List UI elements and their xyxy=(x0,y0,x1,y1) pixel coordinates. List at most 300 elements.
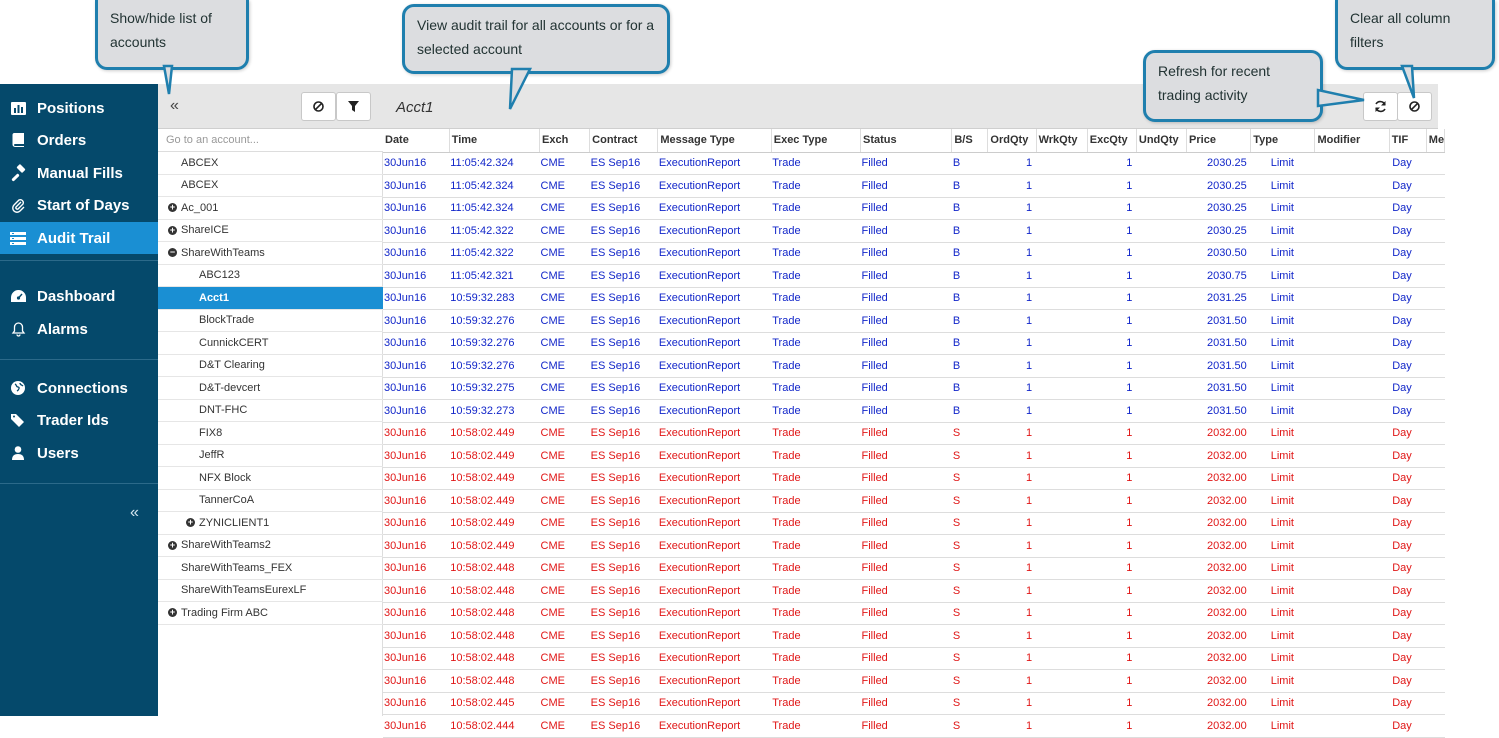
column-header[interactable]: Modifier xyxy=(1315,129,1389,152)
table-cell xyxy=(1426,512,1444,535)
account-item[interactable] xyxy=(158,355,383,378)
table-cell xyxy=(1136,557,1186,580)
table-cell: CME xyxy=(540,197,590,220)
table-cell: Day xyxy=(1389,332,1426,355)
table-row[interactable] xyxy=(383,377,1445,400)
account-label: FIX8 xyxy=(199,426,223,439)
table-cell: ES Sep16 xyxy=(590,467,658,490)
account-item[interactable] xyxy=(158,287,383,310)
table-cell xyxy=(1136,265,1186,288)
table-cell: ES Sep16 xyxy=(590,287,658,310)
dashboard-icon xyxy=(10,290,26,302)
table-cell: Day xyxy=(1389,490,1426,513)
table-row[interactable] xyxy=(383,670,1445,693)
table-cell: S xyxy=(952,670,988,693)
table-cell: 10:58:02.449 xyxy=(449,490,539,513)
table-cell xyxy=(1315,152,1389,175)
table-cell: ExecutionReport xyxy=(658,265,771,288)
table-row[interactable] xyxy=(383,647,1445,670)
table-cell: ExecutionReport xyxy=(658,692,771,715)
table-cell: 1 xyxy=(1087,670,1136,693)
table-cell xyxy=(1036,422,1087,445)
table-cell: 10:58:02.448 xyxy=(449,580,539,603)
table-row[interactable] xyxy=(383,152,1445,175)
table-cell: S xyxy=(952,490,988,513)
funnel-icon xyxy=(348,101,359,112)
table-cell: 1 xyxy=(1087,602,1136,625)
nav-collapse-button[interactable]: « xyxy=(130,504,139,521)
table-cell: 1 xyxy=(988,220,1036,243)
table-cell: 30Jun16 xyxy=(383,445,449,468)
table-row[interactable] xyxy=(383,602,1445,625)
table-cell: 1 xyxy=(988,265,1036,288)
table-row[interactable] xyxy=(383,557,1445,580)
table-cell: 30Jun16 xyxy=(383,467,449,490)
table-cell: 2032.00 xyxy=(1187,647,1251,670)
table-cell: Filled xyxy=(861,377,952,400)
column-header[interactable]: WrkQty xyxy=(1036,129,1087,152)
table-cell: Day xyxy=(1389,647,1426,670)
table-body xyxy=(383,152,1445,737)
column-header[interactable]: Price xyxy=(1187,129,1251,152)
table-cell xyxy=(1315,355,1389,378)
table-cell xyxy=(1136,355,1186,378)
table-cell xyxy=(1136,220,1186,243)
table-cell: Trade xyxy=(771,602,860,625)
table-row[interactable] xyxy=(383,445,1445,468)
nav-orders[interactable] xyxy=(0,124,158,156)
table-row[interactable] xyxy=(383,287,1445,310)
account-label: D&T Clearing xyxy=(199,359,265,372)
account-filter-button[interactable] xyxy=(336,92,371,121)
ban-icon xyxy=(1409,101,1420,112)
table-row[interactable] xyxy=(383,580,1445,603)
table-cell: 1 xyxy=(1087,422,1136,445)
table-cell: Trade xyxy=(771,692,860,715)
table-cell: 1 xyxy=(1087,467,1136,490)
account-item[interactable] xyxy=(158,175,383,198)
table-cell: B xyxy=(952,197,988,220)
table-cell: Trade xyxy=(771,557,860,580)
table-cell: Limit xyxy=(1251,377,1315,400)
table-cell: Limit xyxy=(1251,490,1315,513)
table-cell: 30Jun16 xyxy=(383,512,449,535)
table-cell: ExecutionReport xyxy=(658,197,771,220)
column-header[interactable]: Exec Type xyxy=(771,129,860,152)
nav-alarms[interactable] xyxy=(0,313,158,345)
table-cell: 2032.00 xyxy=(1187,535,1251,558)
column-header[interactable]: UndQty xyxy=(1136,129,1186,152)
table-row[interactable] xyxy=(383,625,1445,648)
table-cell: ES Sep16 xyxy=(590,625,658,648)
column-header[interactable]: Contract xyxy=(590,129,658,152)
table-row[interactable] xyxy=(383,242,1445,265)
table-cell xyxy=(1315,445,1389,468)
nav-label: Dashboard xyxy=(37,287,116,305)
nav-manual-fills[interactable] xyxy=(0,157,158,189)
table-cell: Limit xyxy=(1251,175,1315,198)
table-cell: 2031.25 xyxy=(1187,287,1251,310)
table-cell: 1 xyxy=(1087,535,1136,558)
nav-start-of-days[interactable] xyxy=(0,189,158,221)
table-cell xyxy=(1426,197,1444,220)
account-item[interactable] xyxy=(158,490,383,513)
table-cell: 1 xyxy=(1087,445,1136,468)
account-label: ABCEX xyxy=(181,156,219,169)
collapse-icon[interactable]: − xyxy=(169,247,176,258)
table-cell xyxy=(1036,355,1087,378)
table-cell: Filled xyxy=(861,175,952,198)
table-cell xyxy=(1426,310,1444,333)
table-cell: 30Jun16 xyxy=(383,670,449,693)
account-item[interactable] xyxy=(158,220,383,243)
table-cell xyxy=(1315,377,1389,400)
table-cell xyxy=(1036,557,1087,580)
table-row[interactable] xyxy=(383,400,1445,423)
account-item[interactable] xyxy=(158,535,383,558)
table-cell: Day xyxy=(1389,580,1426,603)
table-row[interactable] xyxy=(383,535,1445,558)
table-row[interactable] xyxy=(383,310,1445,333)
nav-connections[interactable] xyxy=(0,372,158,404)
table-cell xyxy=(1426,332,1444,355)
table-cell xyxy=(1036,377,1087,400)
table-cell: Trade xyxy=(771,715,860,738)
left-nav xyxy=(0,84,158,716)
column-header[interactable]: Exch xyxy=(540,129,590,152)
table-cell: B xyxy=(952,287,988,310)
table-cell: ES Sep16 xyxy=(590,670,658,693)
expand-icon[interactable]: + xyxy=(187,517,194,528)
account-label: ShareWithTeams_FEX xyxy=(181,561,293,574)
table-cell xyxy=(1036,242,1087,265)
account-search-input[interactable] xyxy=(158,129,383,152)
user-icon xyxy=(10,446,26,460)
account-label: ShareICE xyxy=(181,224,229,237)
table-cell xyxy=(1036,197,1087,220)
table-cell: 1 xyxy=(1087,220,1136,243)
table-cell xyxy=(1136,647,1186,670)
table-cell: Filled xyxy=(861,242,952,265)
table-cell: CME xyxy=(540,310,590,333)
column-header[interactable]: OrdQty xyxy=(988,129,1036,152)
account-item[interactable] xyxy=(158,580,383,603)
table-cell: ExecutionReport xyxy=(658,535,771,558)
table-cell: Filled xyxy=(861,265,952,288)
table-cell: 30Jun16 xyxy=(383,220,449,243)
table-cell: 1 xyxy=(988,670,1036,693)
table-row[interactable] xyxy=(383,512,1445,535)
table-cell: 10:58:02.448 xyxy=(449,647,539,670)
table-cell: CME xyxy=(540,220,590,243)
table-cell xyxy=(1036,400,1087,423)
table-cell: 30Jun16 xyxy=(383,152,449,175)
table-row[interactable] xyxy=(383,332,1445,355)
table-cell: CME xyxy=(540,175,590,198)
table-cell: S xyxy=(952,557,988,580)
refresh-button[interactable] xyxy=(1363,92,1398,121)
nav-trader-ids[interactable] xyxy=(0,404,158,436)
table-cell: ExecutionReport xyxy=(658,175,771,198)
column-header[interactable]: ExcQty xyxy=(1087,129,1136,152)
table-row[interactable] xyxy=(383,197,1445,220)
table-cell: Limit xyxy=(1251,265,1315,288)
column-header[interactable]: B/S xyxy=(952,129,988,152)
table-cell: Filled xyxy=(861,220,952,243)
table-cell: Filled xyxy=(861,647,952,670)
table-cell: S xyxy=(952,535,988,558)
account-item[interactable] xyxy=(158,400,383,423)
table-row[interactable] xyxy=(383,175,1445,198)
column-header[interactable]: Type xyxy=(1251,129,1315,152)
table-cell: 10:58:02.444 xyxy=(449,715,539,738)
table-cell: ES Sep16 xyxy=(590,310,658,333)
table-cell xyxy=(1136,310,1186,333)
table-cell xyxy=(1315,647,1389,670)
table-cell xyxy=(1315,490,1389,513)
page-title: Acct1 xyxy=(396,99,434,116)
table-row[interactable] xyxy=(383,220,1445,243)
table-cell: CME xyxy=(540,670,590,693)
table-cell: Limit xyxy=(1251,445,1315,468)
account-item[interactable] xyxy=(158,422,383,445)
column-header[interactable]: Message Type xyxy=(658,129,771,152)
table-cell xyxy=(1036,152,1087,175)
table-cell: CME xyxy=(540,445,590,468)
account-label: ShareWithTeamsEurexLF xyxy=(181,584,307,597)
table-cell: ExecutionReport xyxy=(658,377,771,400)
table-cell: B xyxy=(952,377,988,400)
account-item[interactable] xyxy=(158,332,383,355)
account-label: D&T-devcert xyxy=(199,381,261,394)
table-cell xyxy=(1426,242,1444,265)
table-cell: 1 xyxy=(988,152,1036,175)
column-header[interactable]: Status xyxy=(861,129,952,152)
paperclip-icon xyxy=(10,198,26,213)
table-cell: 30Jun16 xyxy=(383,490,449,513)
table-cell: 11:05:42.322 xyxy=(449,242,539,265)
table-cell: Day xyxy=(1389,715,1426,738)
table-cell: ExecutionReport xyxy=(658,220,771,243)
table-cell: 30Jun16 xyxy=(383,355,449,378)
table-cell: ES Sep16 xyxy=(590,377,658,400)
table-row[interactable] xyxy=(383,422,1445,445)
table-cell xyxy=(1136,287,1186,310)
table-cell: 2032.00 xyxy=(1187,692,1251,715)
table-cell xyxy=(1315,265,1389,288)
table-cell: 1 xyxy=(988,287,1036,310)
table-cell: CME xyxy=(540,377,590,400)
table-cell: Trade xyxy=(771,355,860,378)
nav-dashboard[interactable] xyxy=(0,280,158,312)
table-row[interactable] xyxy=(383,715,1445,738)
table-cell: Filled xyxy=(861,580,952,603)
nav-label: Trader Ids xyxy=(37,411,109,429)
table-cell: CME xyxy=(540,535,590,558)
table-cell xyxy=(1315,580,1389,603)
table-row[interactable] xyxy=(383,355,1445,378)
table-row[interactable] xyxy=(383,467,1445,490)
table-cell: CME xyxy=(540,265,590,288)
table-cell: ExecutionReport xyxy=(658,670,771,693)
table-cell xyxy=(1136,512,1186,535)
table-cell xyxy=(1036,580,1087,603)
column-header[interactable]: TIF xyxy=(1389,129,1426,152)
table-cell: 10:59:32.276 xyxy=(449,355,539,378)
table-cell: 30Jun16 xyxy=(383,197,449,220)
expand-icon[interactable]: + xyxy=(169,607,176,618)
table-row[interactable] xyxy=(383,692,1445,715)
nav-positions[interactable] xyxy=(0,92,158,124)
table-cell: Trade xyxy=(771,310,860,333)
table-cell: Day xyxy=(1389,625,1426,648)
table-cell: Day xyxy=(1389,467,1426,490)
column-header[interactable]: Time xyxy=(449,129,539,152)
table-cell xyxy=(1426,220,1444,243)
table-cell: Filled xyxy=(861,197,952,220)
account-item[interactable] xyxy=(158,197,383,220)
table-cell: 30Jun16 xyxy=(383,625,449,648)
table-cell: 10:59:32.273 xyxy=(449,400,539,423)
table-cell: 2031.50 xyxy=(1187,310,1251,333)
table-cell: Limit xyxy=(1251,602,1315,625)
table-cell xyxy=(1315,175,1389,198)
table-cell xyxy=(1036,535,1087,558)
account-item[interactable] xyxy=(158,377,383,400)
account-label: ABC123 xyxy=(199,269,240,282)
table-cell: 1 xyxy=(1087,355,1136,378)
table-cell: 10:58:02.448 xyxy=(449,557,539,580)
table-cell: Trade xyxy=(771,152,860,175)
table-cell xyxy=(1036,265,1087,288)
nav-audit-trail[interactable] xyxy=(0,222,158,254)
table-cell: 1 xyxy=(988,647,1036,670)
account-item[interactable] xyxy=(158,467,383,490)
table-cell xyxy=(1036,332,1087,355)
account-item[interactable] xyxy=(158,445,383,468)
table-cell xyxy=(1136,670,1186,693)
table-cell: ES Sep16 xyxy=(590,422,658,445)
nav-label: Manual Fills xyxy=(37,164,123,182)
table-cell: 30Jun16 xyxy=(383,400,449,423)
table-cell xyxy=(1426,490,1444,513)
table-cell: 1 xyxy=(1087,580,1136,603)
table-cell: Filled xyxy=(861,287,952,310)
table-cell xyxy=(1136,715,1186,738)
refresh-icon xyxy=(1374,100,1387,113)
table-cell: Limit xyxy=(1251,580,1315,603)
table-cell xyxy=(1426,535,1444,558)
table-cell xyxy=(1036,220,1087,243)
table-cell xyxy=(1315,220,1389,243)
table-cell: Trade xyxy=(771,580,860,603)
table-cell xyxy=(1036,715,1087,738)
table-cell: 30Jun16 xyxy=(383,332,449,355)
table-cell: B xyxy=(952,332,988,355)
table-cell xyxy=(1315,467,1389,490)
account-item[interactable] xyxy=(158,512,383,535)
table-cell: ExecutionReport xyxy=(658,715,771,738)
column-header[interactable]: Date xyxy=(383,129,449,152)
table-cell: 1 xyxy=(1087,490,1136,513)
table-row[interactable] xyxy=(383,490,1445,513)
account-label: Trading Firm ABC xyxy=(181,606,269,619)
account-clear-filter-button[interactable] xyxy=(301,92,336,121)
nav-divider xyxy=(0,260,158,261)
table-cell xyxy=(1315,310,1389,333)
table-cell: 1 xyxy=(988,197,1036,220)
table-row[interactable] xyxy=(383,265,1445,288)
table-cell xyxy=(1036,467,1087,490)
table-cell: 1 xyxy=(1087,625,1136,648)
table-cell xyxy=(1426,355,1444,378)
table-cell: 30Jun16 xyxy=(383,175,449,198)
table-cell: 1 xyxy=(988,692,1036,715)
expand-icon[interactable]: + xyxy=(169,539,176,550)
table-cell: 1 xyxy=(988,400,1036,423)
account-label: TannerCoA xyxy=(199,494,255,507)
table-cell: 11:05:42.324 xyxy=(449,197,539,220)
table-cell: Day xyxy=(1389,400,1426,423)
account-item[interactable] xyxy=(158,602,383,625)
table-cell xyxy=(1136,490,1186,513)
table-cell: ES Sep16 xyxy=(590,197,658,220)
table-cell: CME xyxy=(540,400,590,423)
account-label: NFX Block xyxy=(199,471,251,484)
table-cell: 1 xyxy=(1087,512,1136,535)
account-item[interactable] xyxy=(158,265,383,288)
bar-chart-icon xyxy=(10,102,26,115)
table-cell: B xyxy=(952,152,988,175)
account-item[interactable] xyxy=(158,242,383,265)
table-cell: Filled xyxy=(861,535,952,558)
account-item[interactable] xyxy=(158,152,383,175)
list-icon xyxy=(10,232,26,245)
table-cell: 2030.75 xyxy=(1187,265,1251,288)
table-cell: Day xyxy=(1389,220,1426,243)
account-item[interactable] xyxy=(158,310,383,333)
expand-icon[interactable]: + xyxy=(169,202,176,213)
table-cell: ES Sep16 xyxy=(590,265,658,288)
expand-icon[interactable]: + xyxy=(169,224,176,235)
table-cell: 2031.50 xyxy=(1187,332,1251,355)
table-cell: S xyxy=(952,692,988,715)
nav-users[interactable] xyxy=(0,437,158,469)
table-cell: 2030.50 xyxy=(1187,242,1251,265)
callout-show-hide-accounts xyxy=(95,0,249,70)
table-cell xyxy=(1136,242,1186,265)
table-cell: Limit xyxy=(1251,310,1315,333)
table-cell xyxy=(1036,512,1087,535)
table-cell xyxy=(1315,625,1389,648)
table-cell xyxy=(1036,175,1087,198)
account-panel-header xyxy=(158,84,383,129)
table-cell: Day xyxy=(1389,377,1426,400)
account-list-toggle-button[interactable]: « xyxy=(170,97,179,114)
table-cell: Day xyxy=(1389,602,1426,625)
table-cell: Limit xyxy=(1251,220,1315,243)
table-cell xyxy=(1036,602,1087,625)
table-cell xyxy=(1315,602,1389,625)
table-cell: ES Sep16 xyxy=(590,692,658,715)
column-header[interactable]: Me xyxy=(1426,129,1444,152)
table-cell: 10:59:32.276 xyxy=(449,332,539,355)
table-cell: ExecutionReport xyxy=(658,355,771,378)
account-item[interactable] xyxy=(158,557,383,580)
table-cell xyxy=(1315,715,1389,738)
nav-label: Start of Days xyxy=(37,196,130,214)
table-cell: ES Sep16 xyxy=(590,715,658,738)
